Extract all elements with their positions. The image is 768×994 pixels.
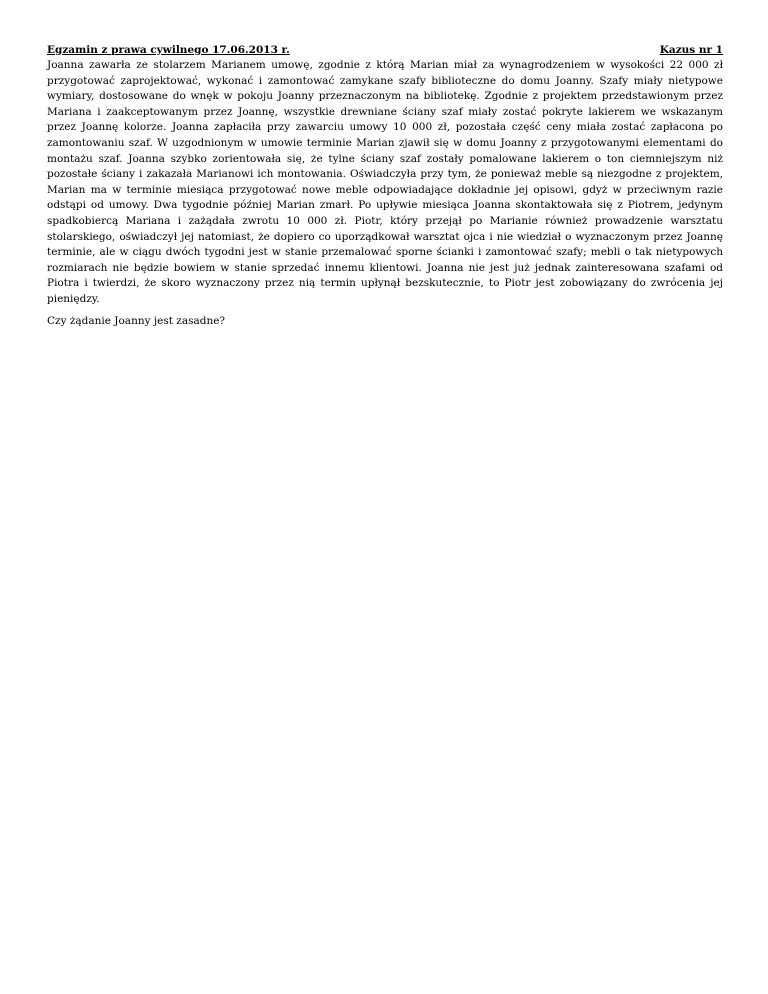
case-label: Kazus nr 1 [659, 44, 723, 56]
exam-title: Egzamin z prawa cywilnego 17.06.2013 r. [47, 44, 290, 56]
document-page [47, 42, 723, 329]
case-paragraph: Joanna zawarła ze stolarzem Marianem umowę, zgodnie z którą Marian miał za wynagrodzeniem w wysokości 22 000 zł przygotować zaprojektować, wykonać i zamontować zamykane szafy biblioteczne do domu Joanny. Szafy miały nietypowe wymiary, dostosowane do wnęk w pokoju Joanny przeznaczonym na bibliotekę. Zgodnie z projektem przedstawionym przez Mariana i zaakceptowanym przez Joannę, wszystkie drewniane ściany szaf miały zostać pokryte lakierem we wskazanym przez Joannę kolorze. Joanna zapłaciła przy zawarciu umowy 10 000 zł, pozostała część ceny miała zostać zapłacona po zamontowaniu szaf. W uzgodnionym w umowie terminie Marian zjawił się w domu Joanny z przygotowanymi elementami do montażu szaf. Joanna szybko zorientowała się, że tylne ściany szaf zostały pomalowane lakierem o ton ciemniejszym niż pozostałe ściany i zakazała Marianowi ich montowania. Oświadczyła przy tym, że ponieważ meble są niezgodne z projektem, Marian ma w terminie miesiąca przygotować nowe meble odpowiadające dokładnie jej opisowi, gdyż w przeciwnym razie odstąpi od umowy. Dwa tygodnie później Marian zmarł. Po upływie miesiąca Joanna skontaktowała się z Piotrem, jedynym spadkobiercą Mariana i zażądała zwrotu 10 000 zł. Piotr, który przejął po Marianie również prowadzenie warsztatu stolarskiego, oświadczył jej natomiast, że dopiero co uporządkował warsztat ojca i nie wiedział o wyznaczonym przez Joannę terminie, ale w ciągu dwóch tygodni jest w stanie przemalować sporne ścianki i zamontować szafy; mebli o tak nietypowych rozmiarach nie będzie bowiem w stanie sprzedać innemu klientowi. Joanna nie jest już jednak zainteresowana szafami od Piotra i twierdzi, że skoro wyznaczony przez nią termin upłynął bezskutecznie, to Piotr jest zobowiązany do zwrócenia jej pieniędzy. [47, 59, 723, 305]
document-header [47, 42, 723, 58]
case-question: Czy żądanie Joanny jest zasadne? [47, 314, 226, 327]
